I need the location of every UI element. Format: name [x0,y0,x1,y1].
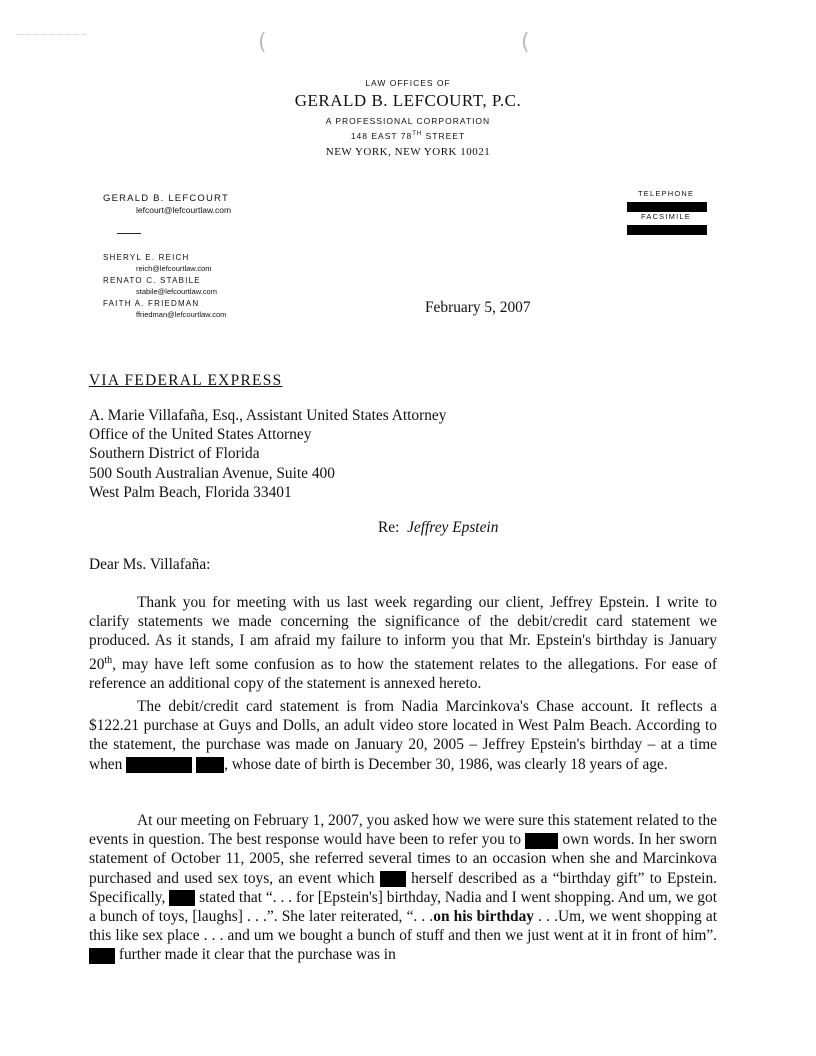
redaction-name-last [196,757,224,773]
redaction-name-3c [169,890,195,906]
telephone-label: TELEPHONE [638,189,695,198]
telephone-redaction [627,202,707,212]
facsimile-label: FACSIMILE [641,212,691,221]
scan-smudge [16,34,86,41]
p3-text-e: . . .Um, we went shopping at this like sex place . . . and um we bought a bunch of stuff and then we just went at it in front of him”. [89,908,717,945]
paragraph-2 [89,697,717,774]
attorney-divider [117,233,141,234]
street-number: 148 EAST 78 [350,131,413,141]
letter-date: February 5, 2007 [425,299,531,316]
letterhead-street [0,131,816,141]
p3-text-d: stated that “. . . for [Epstein's] birthday, Nadia and I went shopping. And um, we got a bunch of toys, [laughs] . . .”. She later reiterated, “. . . [89,888,717,926]
p1-text-a: Thank you for meeting with us last week regarding our client, Jeffrey Epstein. I write to clarify statements we made concerning the significance of the debit/credit card statement we produced. As it stands, I am afraid my failure to inform you that Mr. Epstein's birthday is January 20 [89,594,717,673]
re-label: Re: [378,519,400,536]
recipient-line-1: A. Marie Villafaña, Esq., Assistant United States Attorney [89,407,447,424]
attorney-3-name: RENATO C. STABILE [103,276,201,285]
scan-mark-left: ( [258,30,267,55]
salutation: Dear Ms. Villafaña: [89,556,211,573]
p2-text-a: The debit/credit card statement is from Nadia Marcinkova's Chase account. It reflects a $122.21 purchase at Guys and Dolls, an adult video store located in West Palm Beach. According to the statement, the purchase was made on January 20, 2005 – Jeffrey Epstein's birthday – at a time when [89,698,717,773]
attorney-4-email: ffriedman@lefcourtlaw.com [136,310,227,319]
letterhead-city: NEW YORK, NEW YORK 10021 [325,146,491,158]
redaction-name-3a [525,833,558,849]
redaction-name-first [126,757,192,773]
p2-text-b: , whose date of birth is December 30, 1986, was clearly 18 years of age. [224,755,668,773]
re-subject: Jeffrey Epstein [407,519,499,536]
delivery-method: VIA FEDERAL EXPRESS [89,372,283,389]
facsimile-redaction [627,225,707,235]
letterhead-professional-corp: A PROFESSIONAL CORPORATION [325,116,491,126]
p1-sup: th [104,654,113,666]
redaction-name-3d [89,948,115,964]
recipient-line-2: Office of the United States Attorney [89,426,312,444]
attorney-1-name: GERALD B. LEFCOURT [103,193,229,204]
attorney-2-name: SHERYL E. REICH [103,253,190,262]
p3-text-b: own words. In her sworn statement of October 11, 2005, she referred several times to an occasion when she and Marcinkova purchased and used sex toys, an event which [89,831,717,887]
recipient-line-3: Southern District of Florida [89,445,260,463]
attorney-2-email: reich@lefcourtlaw.com [136,264,212,273]
paragraph-3 [89,811,717,965]
recipient-line-4: 500 South Australian Avenue, Suite 400 [89,464,335,482]
p3-text-a: At our meeting on February 1, 2007, you asked how we were sure this statement related to the events in question. The best response would have been to refer you to [89,812,717,849]
scan-mark-right: ( [521,30,530,55]
attorney-1-email: lefcourt@lefcourtlaw.com [136,205,232,215]
p3-text-c: herself described as a “birthday gift” to Epstein. Specifically, [89,869,717,906]
letterhead-firm-name: GERALD B. LEFCOURT, P.C. [294,91,522,110]
p3-text-f: further made it clear that the purchase was in [118,946,396,964]
re-line [378,518,498,537]
recipient-line-5: West Palm Beach, Florida 33401 [89,483,292,501]
p1-text-b: , may have left some confusion as to how the statement relates to the allegations. For ease of reference an additional copy of the statement is annexed hereto. [89,655,717,692]
street-rest: STREET [422,131,466,141]
paragraph-1 [89,593,717,693]
attorney-3-email: stabile@lefcourtlaw.com [136,287,217,296]
redaction-name-3b [380,871,406,887]
attorney-4-name: FAITH A. FRIEDMAN [103,299,200,308]
p3-bold: on his birthday [433,908,534,926]
street-suffix: TH [412,131,423,138]
letterhead-law-offices: LAW OFFICES OF [365,78,451,88]
recipient-address [89,406,446,502]
